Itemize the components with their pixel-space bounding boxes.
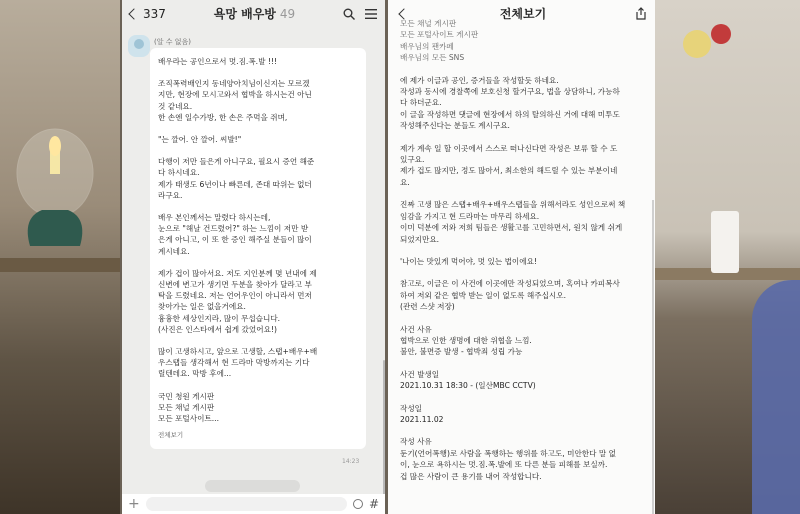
doc-paragraph: 사건 사유 협박으로 인한 생명에 대한 위협을 느낌. 불안, 불면증 발생 - 협박죄 성립 가능 [400,324,532,357]
message-paragraph: 배우라는 공인으로서 멋.짐.폭.발 !!! [158,57,277,66]
message-paragraph: 조직폭력배인지 동네양아치님이신지는 모르겠 지만, 현장에 모시고와서 협박을 하시는건 아닌 것 같네요. 한 손엔 일수가방, 한 손은 주먹을 쥐며, [158,79,312,122]
message-paragraph: 제가 겁이 많아서요. 저도 지인분께 몇 년내에 제 신변에 변고가 생기면 두분을 찾아가 달라고 부 탁을 드렸네요. 저는 언어우인이 아니라서 먼저 찾아가는 일은 없을거에요. 흉흉한 세상인지라, 많이 무섭습니다. (사진은 인스타에서 쉽게 갔었어요!) [158,268,317,334]
doc-paragraph: 에 제가 이글과 공인, 증거들을 작성할듯 하네요. 작성과 동시에 경찰쪽에 보호신청 할거구요, 법을 상담하니, 가능하 다 하더군요. 이 글을 작성하면 댓글에 현장에서 하의 탈의하신 거에 대해 미투도 작성해주신다는 분들도 계시구요. [400,75,620,131]
unread-count: 337 [143,6,166,21]
full-text-body [400,19,645,493]
message-paragraph: 국민 청원 게시판 모든 채널 게시판 모든 포털사이트... [158,391,220,424]
doc-paragraph: 작성 사유 둔기(언어폭행)로 사람을 폭행하는 행위를 하고도, 미안한다 말 없 이, 눈으로 욕하시는 멋.짐.폭.발에 또 다른 분들 피해를 보실까. 겁 많은 사람이 큰 용기를 내어 작성합니다. [400,437,616,481]
sender-name: (알 수 없음) [154,38,191,46]
back-button[interactable] [130,7,166,21]
person-arm [752,280,800,514]
message-bubble[interactable] [150,48,366,449]
doc-paragraph: '나이는 맛있게 먹어야, 멋 있는 법이에요! [400,256,537,266]
doc-paragraph: 작성일 2021.11.02 [400,403,444,424]
shelf [0,258,120,272]
doc-paragraph: 사건 발생일 2021.10.31 18:30 - (일산MBC CCTV) [400,369,536,391]
message-paragraph: 배우 본인께서는 말렸다 하시는데, 눈으로 "해날 건드렸어?" 하는 느낌이 저만 받 은게 아니고, 이 또 한 증인 해주실 분들이 많이 계시네요. [158,213,312,256]
room-name: 욕망 배우방 [213,7,276,21]
plus-icon[interactable]: + [128,496,140,512]
menu-icon[interactable] [365,9,377,19]
scrollbar[interactable] [652,200,654,514]
avatar[interactable] [128,35,150,57]
date-divider [205,480,300,492]
doc-paragraph: 참고로, 이글은 이 사건에 이곳에만 작성되었으며, 혹여나 카피복사 하여 저외 같은 협박 받는 일이 없도록 해주십시오. (관련 스샷 저장) [400,279,620,312]
show-more-link[interactable]: 전체보기 [158,431,184,440]
member-count: 49 [279,7,296,21]
chat-header [122,0,385,27]
flower-decor [675,14,735,74]
hashtag-icon[interactable]: # [368,497,379,511]
doc-paragraph: 모든 채널 게시판 모든 포털사이트 게시판 배우님의 팬카페 배우님의 모든 SNS [400,19,479,63]
page-title: 전체보기 [499,7,547,21]
search-icon[interactable] [343,8,355,20]
message-time: 14:23 [342,458,360,465]
chevron-left-icon [128,8,139,19]
emoji-icon[interactable] [353,499,363,509]
room-title [166,5,343,22]
chat-input-bar [122,494,385,514]
lamp-decor [12,128,98,248]
scrollbar[interactable] [383,360,385,510]
vase-decor [705,205,745,275]
message-paragraph: 다행이 저만 들은게 아니구요, 필요시 증언 해준 다 하시네요. 제가 태생도 6년이나 빠른데, 존대 따위는 없더 라구요. [158,157,315,200]
doc-paragraph: 진짜 고생 많은 스탭+배우+배우스탭들을 위해서라도 성인으로써 책 임감을 가지고 현 드라마는 마무리 하세요. 이미 덕분에 저와 저희 팀들은 생활고를 고민하면서, 원치 않게 쉬게 되었지만요. [400,200,626,244]
doc-paragraph: 제가 계속 일 할 이곳에서 스스로 떠나신다면 작성은 보류 할 수 도 있구요. 제가 겁도 많지만, 정도 많아서, 최소한의 해드릴 수 있는 부분이네 요. [400,143,618,187]
message-paragraph: 많이 고생하시고, 앞으로 고생할, 스탭+배우+배 우스탭들 생각해서 현 드라마 막방까지는 기다 릴텐데요. 막방 후에... [158,347,318,379]
background-wall-left [0,0,120,514]
message-input[interactable] [146,497,347,511]
message-paragraph: "는 깔어. 안 깔어. 씨발!" [158,135,242,145]
